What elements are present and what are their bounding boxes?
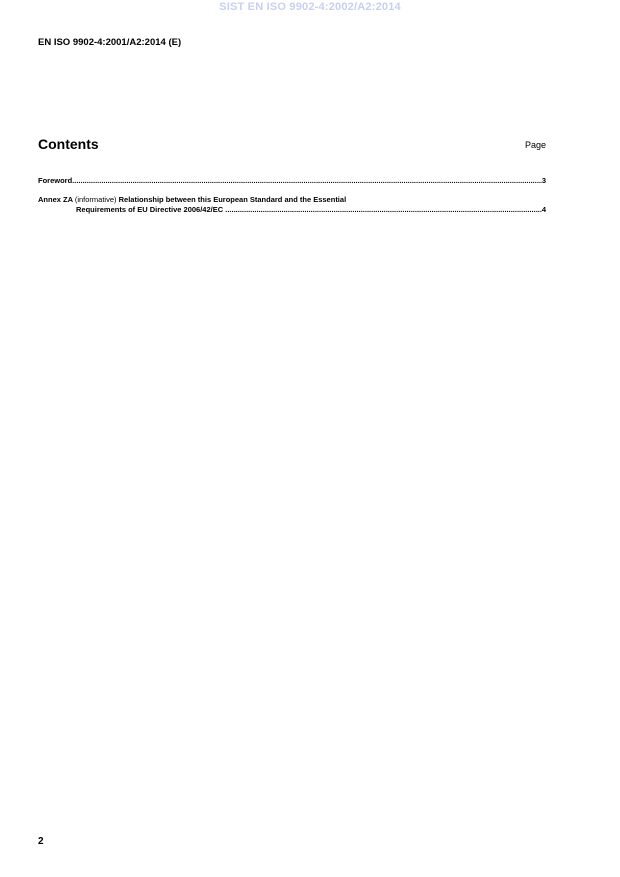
toc-leader-dots (225, 205, 542, 215)
toc-entry-annex-za[interactable] (38, 195, 546, 215)
toc-entry-page: 4 (541, 205, 546, 214)
contents-title: Contents (38, 136, 99, 152)
toc-entry-foreword[interactable] (38, 176, 546, 186)
toc-entry-annex-line1 (38, 195, 546, 205)
toc-entry-annex-title-line2: Requirements of EU Directive 2006/42/EC (76, 205, 224, 214)
footer-page-number: 2 (38, 836, 44, 847)
document-id: EN ISO 9902-4:2001/A2:2014 (E) (38, 37, 182, 48)
toc-entry-annex-qualifier: (informative) (74, 195, 117, 204)
watermark: SIST EN ISO 9902-4:2002/A2:2014 (219, 1, 401, 13)
toc-entry-annex-prefix: Annex ZA (38, 195, 73, 204)
page-column-label: Page (524, 140, 546, 150)
contents-header (38, 136, 546, 154)
toc-entry-page: 3 (541, 176, 546, 185)
toc-entry-annex-title-line1: Relationship between this European Standard and the Essential (118, 195, 347, 204)
toc-entry-label: Foreword (38, 176, 73, 185)
toc-leader-dots (72, 176, 542, 186)
toc-entry-annex-line2 (38, 205, 546, 215)
table-of-contents (38, 176, 546, 215)
